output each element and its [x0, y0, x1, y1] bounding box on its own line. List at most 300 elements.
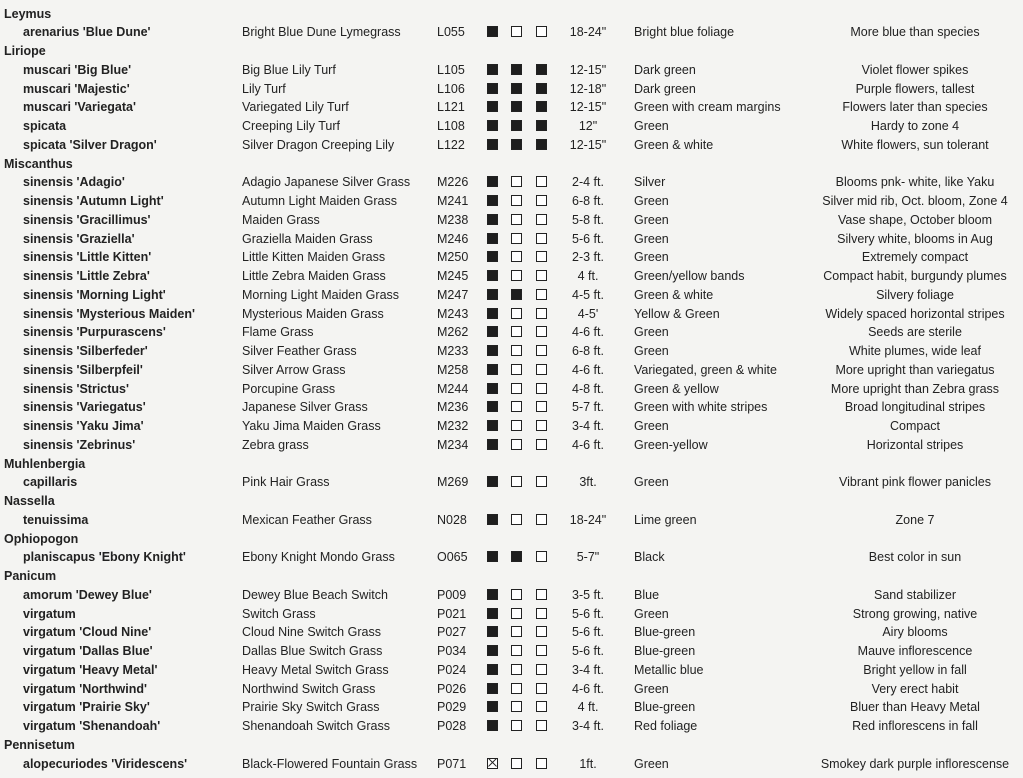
filled-checkbox	[487, 664, 498, 675]
plant-size: 4-6 ft.	[572, 362, 604, 377]
filled-checkbox	[487, 270, 498, 281]
plant-notes: Extremely compact	[861, 250, 969, 265]
item-code: P029	[437, 700, 467, 715]
foliage-description: Blue-green	[634, 644, 696, 658]
common-name: Cloud Nine Switch Grass	[242, 625, 381, 640]
common-name: Yaku Jima Maiden Grass	[242, 419, 381, 433]
filled-checkbox	[487, 476, 498, 487]
table-row	[0, 342, 1023, 361]
common-name: Mexican Feather Grass	[242, 512, 372, 527]
foliage-description: Green/yellow bands	[634, 269, 745, 283]
plant-size: 12-18"	[569, 81, 607, 96]
foliage-description: Dark green	[634, 81, 696, 96]
item-code: P021	[437, 606, 467, 621]
plant-notes: Widely spaced horizontal stripes	[825, 306, 1005, 321]
plant-size: 5-7"	[576, 550, 600, 565]
empty-checkbox	[536, 345, 547, 356]
species-name: amorum 'Dewey Blue'	[23, 587, 152, 602]
item-code: P024	[437, 662, 467, 677]
plant-notes: Bluer than Heavy Metal	[850, 700, 980, 715]
empty-checkbox	[536, 589, 547, 600]
empty-checkbox	[536, 26, 547, 37]
table-row	[0, 417, 1023, 436]
filled-checkbox	[487, 608, 498, 619]
plant-size: 6-8 ft.	[572, 344, 604, 358]
common-name: Prairie Sky Switch Grass	[242, 700, 380, 715]
table-row	[0, 286, 1023, 305]
genus-name: Panicum	[4, 569, 57, 583]
species-name: sinensis 'Silberpfeil'	[23, 362, 143, 377]
empty-checkbox	[511, 645, 522, 656]
plant-size: 3-4 ft.	[572, 662, 604, 677]
plant-size: 4 ft.	[577, 269, 599, 283]
foliage-description: Bright blue foliage	[634, 25, 735, 40]
plant-notes: More blue than species	[850, 25, 980, 40]
empty-checkbox	[536, 701, 547, 712]
foliage-description: Green	[634, 119, 669, 133]
plant-size: 6-8 ft.	[572, 194, 604, 208]
empty-checkbox	[511, 26, 522, 37]
table-row	[0, 755, 1023, 774]
filled-checkbox	[487, 26, 498, 37]
common-name: Flame Grass	[242, 325, 314, 340]
species-name: sinensis 'Morning Light'	[23, 287, 166, 302]
table-row	[0, 511, 1023, 530]
item-code: L105	[437, 62, 465, 77]
plant-size: 3-4 ft.	[572, 419, 604, 433]
plant-notes: White plumes, wide leaf	[848, 344, 981, 358]
empty-checkbox	[536, 233, 547, 244]
species-name: virgatum 'Dallas Blue'	[23, 644, 153, 658]
species-name: virgatum 'Shenandoah'	[23, 719, 161, 733]
foliage-description: Green	[634, 475, 669, 490]
common-name: Japanese Silver Grass	[242, 400, 368, 415]
common-name: Silver Arrow Grass	[242, 362, 346, 377]
common-name: Dallas Blue Switch Grass	[242, 644, 383, 658]
empty-checkbox	[511, 251, 522, 262]
filled-checkbox	[487, 326, 498, 337]
species-name: sinensis 'Variegatus'	[23, 400, 146, 415]
table-row	[0, 248, 1023, 267]
common-name: Morning Light Maiden Grass	[242, 287, 400, 302]
table-row	[0, 698, 1023, 717]
foliage-description: Green	[634, 325, 669, 340]
genus-row	[0, 42, 1023, 61]
empty-checkbox	[511, 626, 522, 637]
plant-notes: Silvery white, blooms in Aug	[837, 231, 993, 246]
empty-checkbox	[536, 270, 547, 281]
empty-checkbox	[536, 645, 547, 656]
filled-checkbox	[487, 383, 498, 394]
species-name: arenarius 'Blue Dune'	[23, 25, 151, 40]
plant-notes: Airy blooms	[882, 625, 948, 640]
filled-checkbox	[487, 64, 498, 75]
plant-size: 4-8 ft.	[572, 381, 604, 396]
item-code: M247	[437, 287, 469, 302]
table-row	[0, 23, 1023, 42]
common-name: Bright Blue Dune Lymegrass	[242, 25, 401, 40]
item-code: M241	[437, 194, 469, 208]
item-code: M233	[437, 344, 469, 358]
empty-checkbox	[536, 720, 547, 731]
item-code: P034	[437, 644, 467, 658]
plant-size: 18-24"	[569, 512, 607, 527]
table-row	[0, 136, 1023, 155]
common-name: Heavy Metal Switch Grass	[242, 662, 389, 677]
plant-notes: Seeds are sterile	[868, 325, 962, 340]
common-name: Porcupine Grass	[242, 381, 336, 396]
plant-size: 4-5'	[577, 306, 599, 321]
plant-notes: Flowers later than species	[842, 100, 988, 115]
empty-checkbox	[536, 289, 547, 300]
item-code: L106	[437, 81, 465, 96]
table-row	[0, 642, 1023, 661]
empty-checkbox	[536, 626, 547, 637]
foliage-description: Black	[634, 550, 665, 565]
foliage-description: Green with cream margins	[634, 100, 781, 115]
filled-checkbox	[487, 120, 498, 131]
table-row	[0, 586, 1023, 605]
plant-size: 2-3 ft.	[572, 250, 604, 265]
species-name: sinensis 'Zebrinus'	[23, 437, 136, 452]
filled-checkbox	[511, 289, 522, 300]
empty-checkbox	[536, 383, 547, 394]
filled-checkbox	[536, 120, 547, 131]
plant-size: 4 ft.	[577, 700, 599, 715]
filled-checkbox	[487, 645, 498, 656]
filled-checkbox	[487, 551, 498, 562]
table-row	[0, 473, 1023, 492]
genus-row	[0, 530, 1023, 549]
foliage-description: Green	[634, 756, 669, 771]
empty-checkbox	[536, 683, 547, 694]
filled-checkbox	[511, 64, 522, 75]
empty-checkbox	[511, 720, 522, 731]
filled-checkbox	[511, 139, 522, 150]
common-name: Dewey Blue Beach Switch	[242, 587, 388, 602]
item-code: L055	[437, 25, 465, 40]
item-code: L108	[437, 119, 465, 133]
item-code: P028	[437, 719, 467, 733]
table-row	[0, 436, 1023, 455]
filled-checkbox	[487, 214, 498, 225]
empty-checkbox	[536, 401, 547, 412]
plant-size: 5-8 ft.	[572, 212, 604, 227]
filled-checkbox	[487, 439, 498, 450]
plant-notes: Red inflorescens in fall	[852, 719, 978, 733]
common-name: Maiden Grass	[242, 212, 320, 227]
species-name: sinensis 'Strictus'	[23, 381, 129, 396]
plant-size: 5-6 ft.	[572, 625, 604, 640]
item-code: M236	[437, 400, 469, 415]
table-row	[0, 623, 1023, 642]
table-row	[0, 548, 1023, 567]
species-name: virgatum 'Heavy Metal'	[23, 662, 158, 677]
common-name: Zebra grass	[242, 437, 309, 452]
empty-checkbox	[511, 683, 522, 694]
empty-checkbox	[536, 214, 547, 225]
item-code: M258	[437, 362, 469, 377]
species-name: sinensis 'Mysterious Maiden'	[23, 306, 195, 321]
genus-name: Liriope	[4, 44, 46, 58]
item-code: M232	[437, 419, 469, 433]
filled-checkbox	[487, 720, 498, 731]
filled-checkbox	[487, 589, 498, 600]
empty-checkbox	[536, 308, 547, 319]
empty-checkbox	[511, 758, 522, 769]
plant-size: 3-5 ft.	[572, 587, 604, 602]
table-row	[0, 717, 1023, 736]
genus-name: Muhlenbergia	[4, 456, 86, 471]
foliage-description: Green-yellow	[634, 437, 708, 452]
filled-checkbox	[487, 345, 498, 356]
filled-checkbox	[511, 101, 522, 112]
genus-row	[0, 492, 1023, 511]
genus-name: Leymus	[4, 6, 52, 21]
species-name: virgatum 'Prairie Sky'	[23, 700, 150, 715]
table-row	[0, 98, 1023, 117]
common-name: Big Blue Lily Turf	[242, 62, 336, 77]
plant-notes: Vibrant pink flower panicles	[839, 475, 991, 490]
table-row	[0, 80, 1023, 99]
empty-checkbox	[511, 664, 522, 675]
common-name: Silver Dragon Creeping Lily	[242, 137, 395, 152]
foliage-description: Green	[634, 194, 669, 208]
empty-checkbox	[511, 364, 522, 375]
filled-checkbox	[487, 176, 498, 187]
plant-notes: White flowers, sun tolerant	[841, 137, 989, 152]
species-name: sinensis 'Silberfeder'	[23, 344, 148, 358]
item-code: M244	[437, 381, 469, 396]
species-name: virgatum 'Northwind'	[23, 681, 147, 696]
common-name: Lily Turf	[242, 81, 286, 96]
item-code: N028	[437, 512, 467, 527]
empty-checkbox	[511, 195, 522, 206]
item-code: M234	[437, 437, 469, 452]
species-name: spicata 'Silver Dragon'	[23, 137, 157, 152]
empty-checkbox	[536, 439, 547, 450]
foliage-description: Green & yellow	[634, 381, 719, 396]
empty-checkbox	[511, 514, 522, 525]
empty-checkbox	[511, 345, 522, 356]
filled-checkbox	[487, 701, 498, 712]
common-name: Shenandoah Switch Grass	[242, 719, 391, 733]
filled-checkbox	[487, 251, 498, 262]
plant-size: 12-15"	[569, 62, 607, 77]
foliage-description: Lime green	[634, 512, 697, 527]
common-name: Switch Grass	[242, 606, 316, 621]
filled-checkbox	[487, 83, 498, 94]
foliage-description: Green	[634, 419, 669, 433]
item-code: O065	[437, 550, 468, 565]
plant-size: 12-15"	[569, 137, 607, 152]
item-code: M250	[437, 250, 469, 265]
genus-row	[0, 736, 1023, 755]
empty-checkbox	[511, 308, 522, 319]
empty-checkbox	[536, 664, 547, 675]
filled-checkbox	[511, 83, 522, 94]
plant-notes: Zone 7	[895, 512, 935, 527]
common-name: Little Kitten Maiden Grass	[242, 250, 386, 265]
species-name: alopecuriodes 'Viridescens'	[23, 756, 188, 771]
foliage-description: Green with white stripes	[634, 400, 768, 415]
empty-checkbox	[511, 383, 522, 394]
item-code: M269	[437, 475, 469, 490]
common-name: Pink Hair Grass	[242, 475, 330, 490]
foliage-description: Blue	[634, 587, 660, 602]
plant-size: 5-7 ft.	[572, 400, 604, 415]
plant-notes: Smokey dark purple inflorescense	[820, 756, 1010, 771]
plant-size: 4-5 ft.	[572, 287, 604, 302]
item-code: P027	[437, 625, 467, 640]
common-name: Variegated Lily Turf	[242, 100, 349, 115]
plant-size: 3ft.	[579, 475, 597, 490]
item-code: P009	[437, 587, 467, 602]
filled-checkbox	[487, 101, 498, 112]
plant-notes: Best color in sun	[868, 550, 962, 565]
foliage-description: Green	[634, 681, 669, 696]
species-name: virgatum 'Cloud Nine'	[23, 625, 152, 640]
empty-checkbox	[511, 476, 522, 487]
empty-checkbox	[511, 401, 522, 412]
plant-size: 4-6 ft.	[572, 681, 604, 696]
species-name: spicata	[23, 119, 67, 133]
table-row	[0, 323, 1023, 342]
foliage-description: Green	[634, 250, 669, 265]
plant-notes: Sand stabilizer	[874, 587, 956, 602]
empty-checkbox	[536, 326, 547, 337]
plant-notes: Broad longitudinal stripes	[844, 400, 986, 415]
table-row	[0, 398, 1023, 417]
species-name: sinensis 'Little Zebra'	[23, 269, 150, 283]
empty-checkbox	[536, 420, 547, 431]
foliage-description: Green	[634, 212, 669, 227]
foliage-description: Green & white	[634, 287, 714, 302]
common-name: Creeping Lily Turf	[242, 119, 340, 133]
species-name: sinensis 'Little Kitten'	[23, 250, 152, 265]
plant-notes: Violet flower spikes	[861, 62, 969, 77]
foliage-description: Silver	[634, 175, 666, 190]
filled-checkbox	[487, 233, 498, 244]
species-name: virgatum	[23, 606, 76, 621]
table-row	[0, 305, 1023, 324]
filled-checkbox	[536, 83, 547, 94]
plant-size: 12"	[578, 119, 598, 133]
table-row	[0, 380, 1023, 399]
common-name: Northwind Switch Grass	[242, 681, 376, 696]
crossed-checkbox	[487, 758, 498, 769]
genus-name: Pennisetum	[4, 737, 75, 752]
species-name: sinensis 'Adagio'	[23, 175, 125, 190]
species-name: capillaris	[23, 475, 78, 490]
empty-checkbox	[511, 270, 522, 281]
filled-checkbox	[487, 514, 498, 525]
table-row	[0, 605, 1023, 624]
empty-checkbox	[511, 439, 522, 450]
foliage-description: Green & white	[634, 137, 714, 152]
item-code: M262	[437, 325, 469, 340]
genus-name: Miscanthus	[4, 156, 73, 171]
plant-size: 12-15"	[569, 100, 607, 115]
filled-checkbox	[511, 551, 522, 562]
plant-notes: Purple flowers, tallest	[855, 81, 975, 96]
genus-row	[0, 155, 1023, 174]
common-name: Mysterious Maiden Grass	[242, 306, 384, 321]
species-name: tenuissima	[23, 512, 89, 527]
plant-size: 4-6 ft.	[572, 437, 604, 452]
common-name: Ebony Knight Mondo Grass	[242, 550, 395, 565]
item-code: M238	[437, 212, 469, 227]
item-code: M246	[437, 231, 469, 246]
foliage-description: Blue-green	[634, 625, 696, 640]
filled-checkbox	[536, 139, 547, 150]
plant-size: 5-6 ft.	[572, 606, 604, 621]
genus-row	[0, 455, 1023, 474]
filled-checkbox	[487, 420, 498, 431]
foliage-description: Green	[634, 606, 669, 621]
species-name: muscari 'Majestic'	[23, 81, 130, 96]
empty-checkbox	[536, 514, 547, 525]
genus-row	[0, 5, 1023, 24]
empty-checkbox	[511, 233, 522, 244]
plant-size: 5-6 ft.	[572, 231, 604, 246]
filled-checkbox	[487, 139, 498, 150]
empty-checkbox	[536, 476, 547, 487]
filled-checkbox	[487, 683, 498, 694]
filled-checkbox	[487, 195, 498, 206]
plant-notes: More upright than variegatus	[835, 362, 995, 377]
species-name: planiscapus 'Ebony Knight'	[23, 550, 186, 565]
plant-size: 2-4 ft.	[572, 175, 604, 190]
foliage-description: Dark green	[634, 62, 696, 77]
plant-size: 4-6 ft.	[572, 325, 604, 340]
foliage-description: Yellow & Green	[634, 306, 720, 321]
item-code: P026	[437, 681, 467, 696]
item-code: P071	[437, 756, 467, 771]
plant-notes: Compact	[889, 419, 941, 433]
table-row	[0, 211, 1023, 230]
empty-checkbox	[536, 251, 547, 262]
item-code: L121	[437, 100, 465, 115]
common-name: Silver Feather Grass	[242, 344, 357, 358]
plant-notes: Hardy to zone 4	[870, 119, 960, 133]
plant-notes: Very erect habit	[871, 681, 959, 696]
species-name: sinensis 'Graziella'	[23, 231, 135, 246]
filled-checkbox	[487, 289, 498, 300]
foliage-description: Green	[634, 344, 669, 358]
filled-checkbox	[536, 64, 547, 75]
table-row	[0, 267, 1023, 286]
empty-checkbox	[536, 608, 547, 619]
empty-checkbox	[536, 551, 547, 562]
item-code: M226	[437, 175, 469, 190]
filled-checkbox	[487, 401, 498, 412]
empty-checkbox	[511, 176, 522, 187]
empty-checkbox	[511, 214, 522, 225]
empty-checkbox	[536, 364, 547, 375]
plant-notes: Vase shape, October bloom	[837, 212, 993, 227]
common-name: Little Zebra Maiden Grass	[242, 269, 386, 283]
table-row	[0, 61, 1023, 80]
empty-checkbox	[536, 758, 547, 769]
species-name: sinensis 'Purpurascens'	[23, 325, 166, 340]
genus-name: Nassella	[4, 494, 55, 508]
table-row	[0, 361, 1023, 380]
plant-size: 3-4 ft.	[572, 719, 604, 733]
common-name: Graziella Maiden Grass	[242, 231, 373, 246]
common-name: Adagio Japanese Silver Grass	[242, 175, 411, 190]
item-code: L122	[437, 137, 465, 152]
